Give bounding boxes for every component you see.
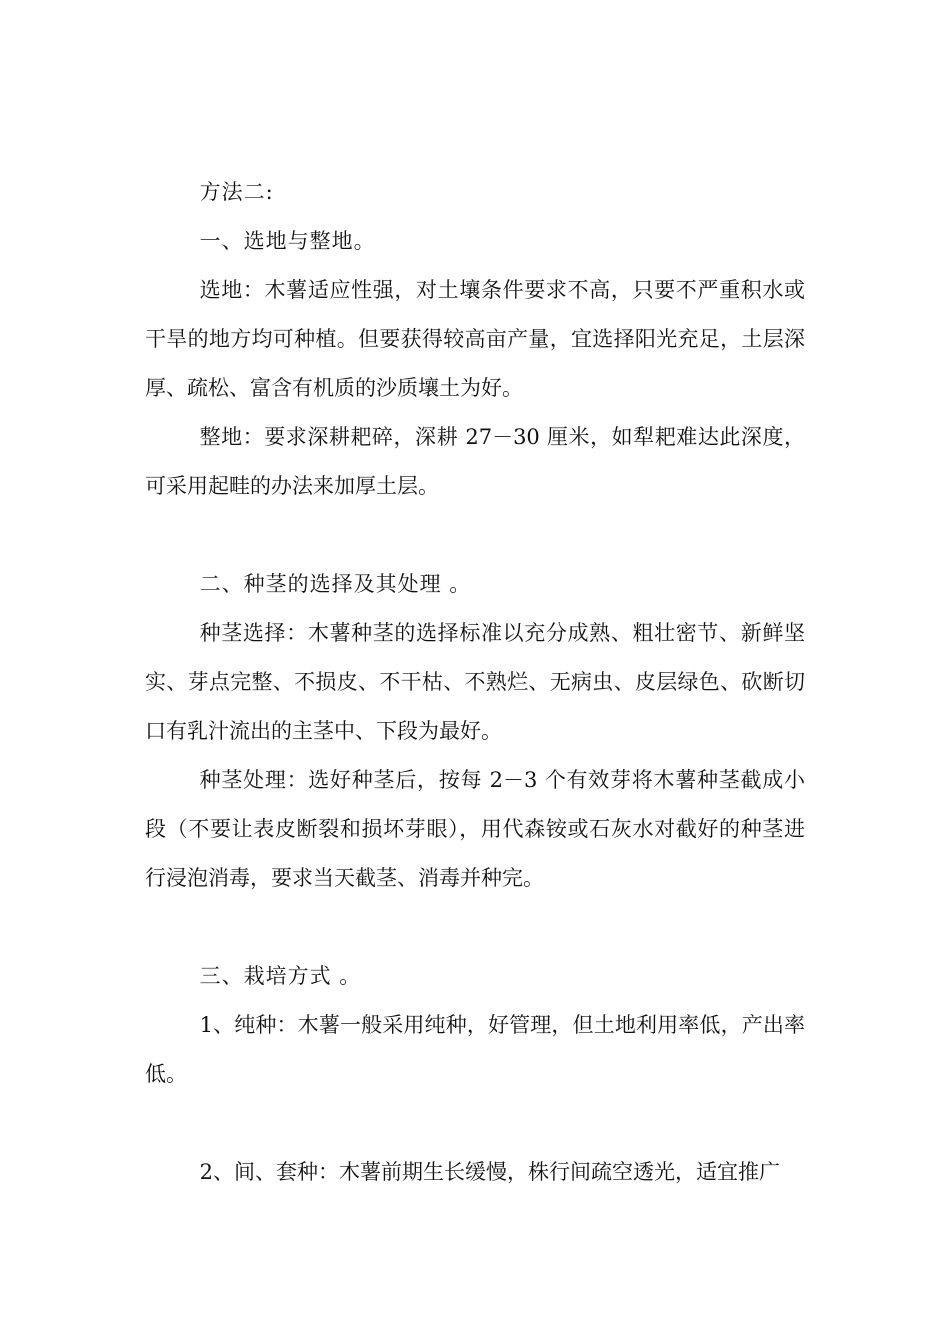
- document-body: [145, 168, 805, 1197]
- section2-heading: 二、种茎的选择及其处理 。: [199, 572, 472, 596]
- section1-heading: 一、选地与整地。: [199, 229, 376, 253]
- section3-paragraph-intercropping: 2、间、套种：木薯前期生长缓慢，株行间疏空透光，适宜推广: [199, 1160, 780, 1184]
- section-spacer: [145, 511, 805, 560]
- section2-paragraph-stem-treatment: 种茎处理：选好种茎后，按每 2－3 个有效芽将木薯种茎截成小段（不要让表皮断裂和损坏芽眼），用代森铵或石灰水对截好的种茎进行浸泡消毒，要求当天截茎、消毒并种完。: [145, 768, 805, 890]
- section-spacer: [145, 903, 805, 952]
- section3-heading: 三、栽培方式 。: [199, 964, 362, 988]
- method-title: 方法二:: [199, 180, 274, 204]
- section1-paragraph-site-selection: 选地：木薯适应性强，对土壤条件要求不高，只要不严重积水或干旱的地方均可种植。但要获得较高亩产量，宜选择阳光充足，土层深厚、疏松、富含有机质的沙质壤土为好。: [145, 278, 805, 400]
- section3-paragraph-monoculture: 1、纯种：木薯一般采用纯种，好管理，但土地利用率低，产出率低。: [145, 1013, 805, 1086]
- section2-paragraph-stem-selection: 种茎选择：木薯种茎的选择标准以充分成熟、粗壮密节、新鲜坚实、芽点完整、不损皮、不干枯、不熟烂、无病虫、皮层绿色、砍断切口有乳汁流出的主茎中、下段为最好。: [145, 621, 805, 743]
- section1-paragraph-land-prep: 整地：要求深耕耙碎，深耕 27－30 厘米，如犁耙难达此深度，可采用起畦的办法来加厚土层。: [145, 425, 805, 498]
- section-spacer: [145, 1099, 805, 1148]
